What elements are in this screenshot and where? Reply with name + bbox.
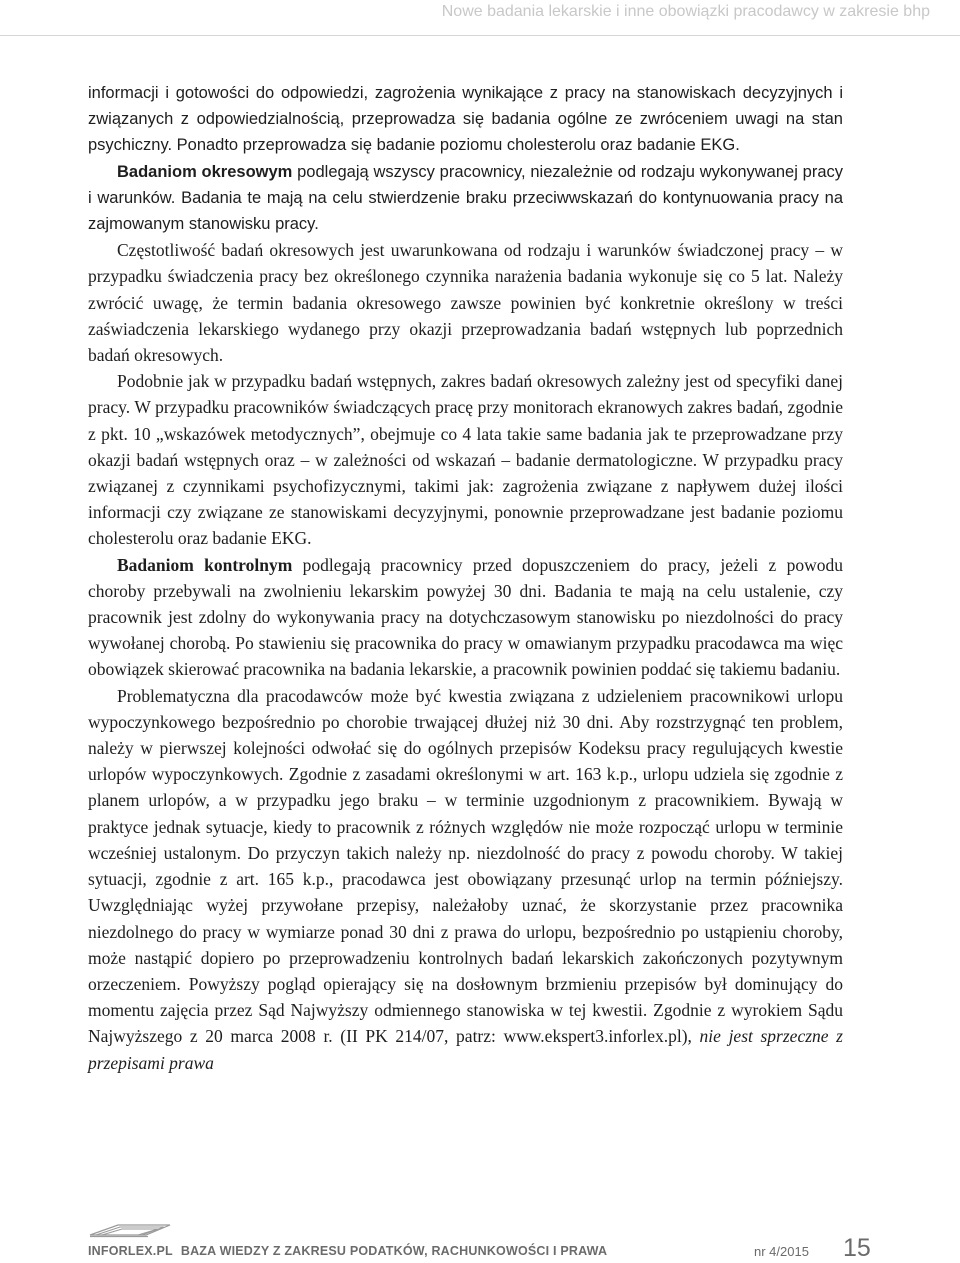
page-number: 15	[843, 1234, 871, 1262]
paragraph-2	[88, 159, 843, 238]
paragraph-3: Częstotliwość badań okresowych jest uwarunkowana od rodzaju i warunków świadczonej pracy – w przypadku świadczenia pracy bez określonego czynnika narażenia badania wykonuje się co 5 lat. Należy zwrócić uwagę, że termin badania okresowego zawsze powinien być konkretnie określony w treści zaświadczenia lekarskiego wydanego przy okazji przeprowadzania badań wstępnych lub poprzednich badań okresowych.	[88, 240, 843, 366]
issue-number: nr 4/2015	[754, 1244, 809, 1259]
paragraph-1: informacji i gotowości do odpowiedzi, zagrożenia wynikające z pracy na stanowiskach decyzyjnych i związanych z odpowiedzialnością, przeprowadza się badania ogólne ze zwróceniem uwagi na stan psychiczny. Ponadto przeprowadza się badanie poziomu cholesterolu oraz badanie EKG.	[88, 84, 843, 155]
page-footer	[88, 1222, 872, 1262]
paragraph-6-italic: nie jest sprzeczne z przepisami prawa	[88, 1026, 843, 1073]
inforlex-logo-icon	[88, 1222, 172, 1242]
paragraph-6	[88, 683, 843, 1076]
paragraph-6-text: Problematyczna dla pracodawców może być kwestia związana z udzieleniem pracownikowi urlopu wypoczynkowego bezpośrednio po chorobie trwającej dłużej niż 30 dni. Aby rozstrzygnąć ten problem, należy w pierwszej kolejności odwołać się do ogólnych przepisów Kodeksu pracy regulujących kwestie urlopów wypoczynkowych. Zgodnie z zasadami określonymi w art. 163 k.p., urlopu udziela się zgodnie z planem urlopów, a w przypadku jego braku – w terminie uzgodnionym z pracownikiem. Bywają w praktyce jednak sytuacje, kiedy to pracownik z różnych względów nie może rozpocząć urlopu w terminie wcześniej ustalonym. Do przyczyn takich należy np. niezdolność do pracy z powodu choroby. W takiej sytuacji, zgodnie z art. 165 k.p., pracodawca jest obowiązany przesunąć urlop na termin późniejszy. Uwzględniając wyżej przywołane przepisy, należałoby uznać, że skorzystanie przez pracownika niezdolnego do pracy w wymiarze ponad 30 dni z prawa do urlopu, bezpośrednio po ustąpieniu choroby, może nastąpić dopiero po przeprowadzeniu kontrolnych badań lekarskich zakończonych pozytywnym orzeczeniem. Powyższy pogląd opierający się na dosłownym brzmieniu przepisów był dominujący do momentu zajęcia przez Sąd Najwyższy odmiennego stanowiska w tej kwestii. Zgodnie z wyrokiem Sądu Najwyższego z 20 marca 2008 r. (II PK 214/07, patrz: www.ekspert3.inforlex.pl),	[88, 685, 843, 1047]
paragraph-4: Podobnie jak w przypadku badań wstępnych, zakres badań okresowych zależny jest od specyfiki danej pracy. W przypadku pracowników świadczących pracę przy monitorach ekranowych zakres badań, zgodnie z pkt. 10 „wskazówek metodycznych”, obejmuje co 4 lata takie same badania jak te przeprowadzane przy okazji badań wstępnych oraz – w zależności od wskazań – badanie dermatologiczne. W przypadku pracy związanej z czynnikami psychofizycznymi, takimi jak: zagrożenia związane z napływem dużej ilości informacji czy związane ze stanowiskami decyzyjnymi, ponownie przeprowadzane jest badanie poziomu cholesterolu oraz badanie EKG.	[88, 371, 843, 549]
article-body	[88, 80, 843, 1076]
brand-tagline: BAZA WIEDZY Z ZAKRESU PODATKÓW, RACHUNKOWOŚCI I PRAWA	[180, 1244, 608, 1258]
paragraph-2-text: podlegają wszyscy pracownicy, niezależnie od rodzaju wykonywanej pracy i warunków. Badania te mają na celu stwierdzenie braku przeciwwskazań do kontynuowania pracy na zajmowanym stanowisku pracy.	[88, 162, 843, 234]
term-okresowe: Badaniom okresowym	[117, 162, 293, 181]
header-divider	[0, 35, 960, 36]
running-header-title: Nowe badania lekarskie i inne obowiązki pracodawcy w zakresie bhp	[441, 3, 930, 20]
term-kontrolne: Badaniom kontrolnym	[117, 554, 293, 575]
paragraph-5	[88, 552, 843, 683]
footer-brand	[88, 1244, 607, 1258]
brand-name: INFORLEX.PL	[88, 1244, 173, 1258]
paragraph-5-text: podlegają pracownicy przed dopuszczeniem do pracy, jeżeli z powodu choroby przebywali na zwolnieniu lekarskim powyżej 30 dni. Badania te mają na celu ustalenie, czy pracownik jest zdolny do wykonywania pracy na dotychczasowym stanowisku po niezdolności do pracy wywołanej chorobą. Po stawieniu się pracownika do pracy w omawianym przypadku pracodawca ma więc obowiązek skierować pracownika na badania lekarskie, a pracownik powinien poddać się takiemu badaniu.	[88, 554, 843, 680]
